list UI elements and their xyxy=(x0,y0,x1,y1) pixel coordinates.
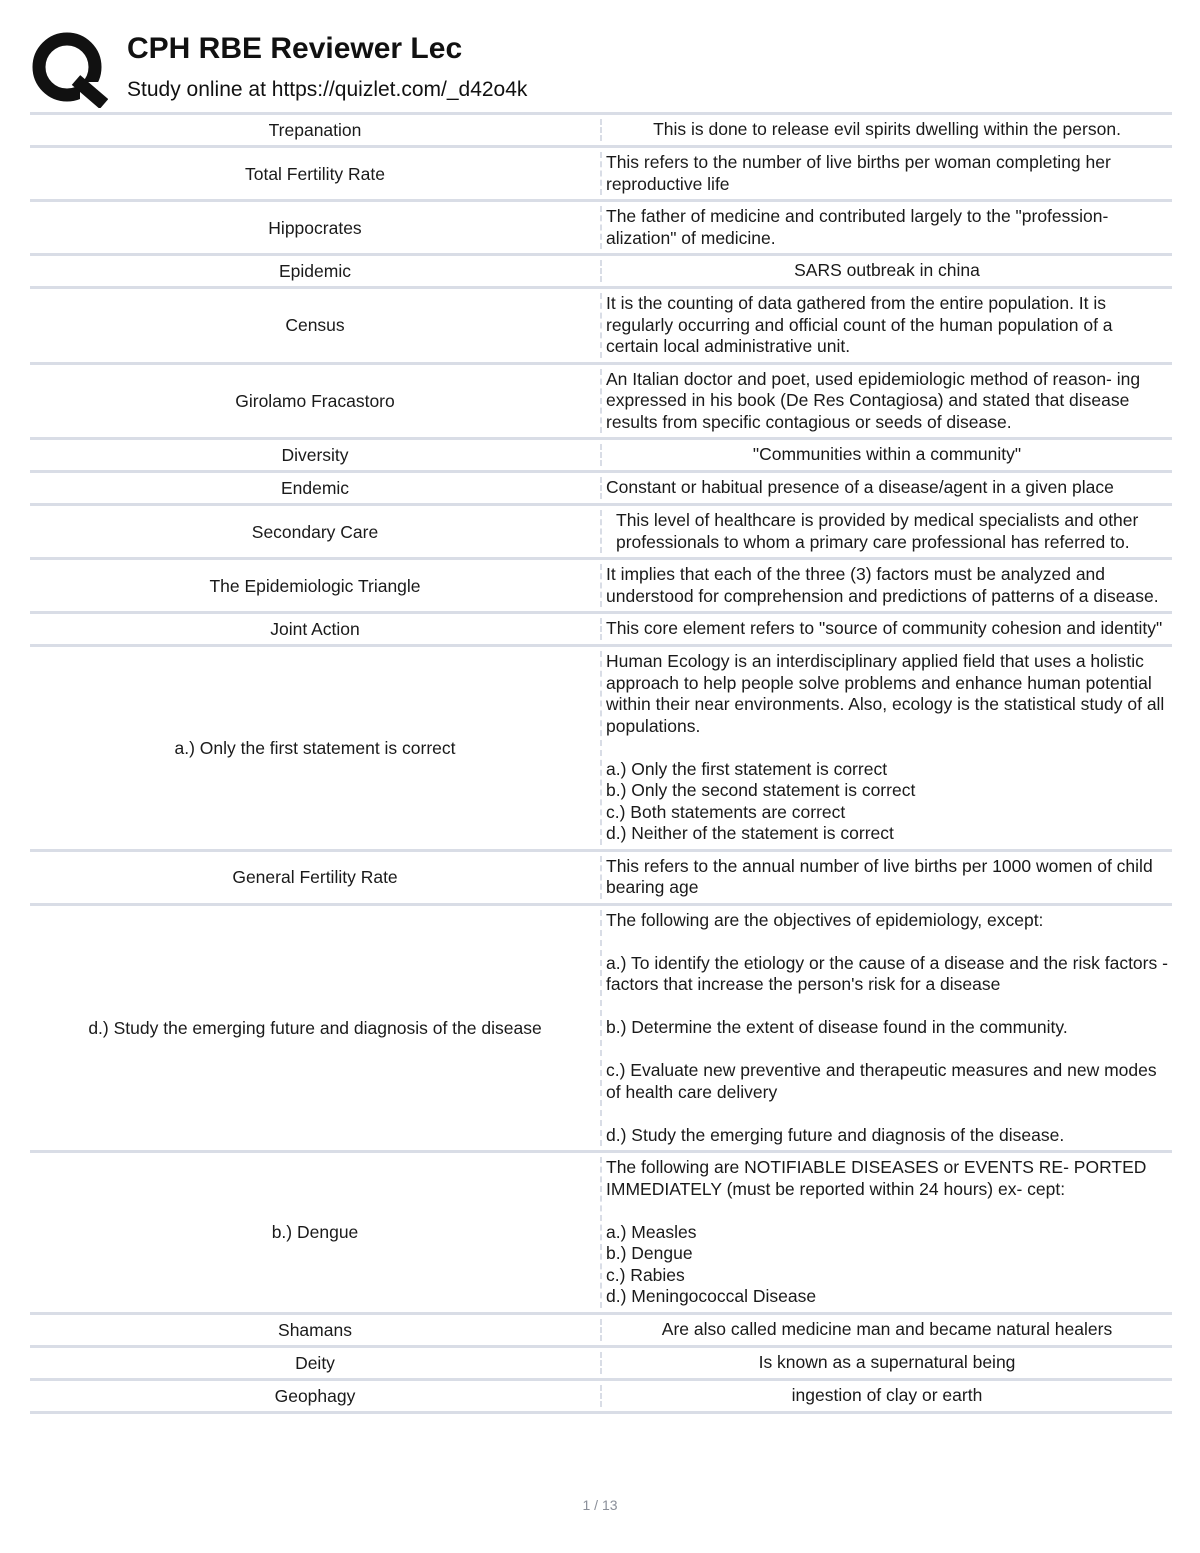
page-title: CPH RBE Reviewer Lec xyxy=(127,32,463,65)
card-term: Hippocrates xyxy=(268,217,362,238)
card-definition xyxy=(602,647,1172,849)
page-header xyxy=(30,30,1180,110)
table-row xyxy=(30,148,1172,202)
card-definition xyxy=(602,1315,1172,1345)
definition-line: d.) Neither of the statement is correct xyxy=(606,823,894,843)
card-term: Shamans xyxy=(278,1319,352,1340)
card-term: Trepanation xyxy=(268,120,362,140)
definition-spacer xyxy=(606,1103,1168,1125)
table-row xyxy=(30,560,1172,614)
card-definition xyxy=(602,365,1172,438)
definition-line: Human Ecology is an interdisciplinary applied field that uses a holistic approach to help people solve problems and enhance human potential within their near environments. Also, ecology is the statistical study of all populations. xyxy=(606,651,1165,736)
definition-spacer xyxy=(606,1039,1168,1061)
table-row xyxy=(30,1153,1172,1315)
card-definition xyxy=(602,202,1172,253)
card-term: The Epidemiologic Triangle xyxy=(209,575,421,596)
card-term: Deity xyxy=(295,1352,335,1373)
definition-line: Constant or habitual presence of a disease/agent in a given place xyxy=(606,477,1114,498)
card-definition xyxy=(602,256,1172,286)
card-definition xyxy=(602,906,1172,1151)
card-definition xyxy=(602,560,1172,611)
definition-line: d.) Meningococcal Disease xyxy=(606,1286,817,1306)
card-definition xyxy=(602,1348,1172,1378)
table-row xyxy=(30,506,1172,560)
card-definition xyxy=(602,473,1172,503)
definition-spacer xyxy=(606,996,1168,1018)
definition-line: c.) Rabies xyxy=(606,1264,685,1285)
card-definition xyxy=(602,440,1172,470)
definition-spacer xyxy=(606,931,1168,953)
definition-spacer xyxy=(606,737,1168,759)
card-definition xyxy=(602,852,1172,903)
card-term: Geophagy xyxy=(274,1385,356,1406)
card-definition xyxy=(602,115,1172,145)
card-definition xyxy=(602,1153,1172,1312)
card-term: Joint Action xyxy=(270,619,360,639)
definition-line: Are also called medicine man and became natural healers xyxy=(661,1318,1113,1339)
definition-line: b.) Dengue xyxy=(606,1243,693,1263)
table-row xyxy=(30,1315,1172,1348)
definition-line: ingestion of clay or earth xyxy=(791,1384,983,1405)
definition-line: This refers to the number of live births per woman completing her reproductive life xyxy=(606,152,1111,194)
definition-line: This core element refers to "source of community cohesion and identity" xyxy=(606,618,1163,639)
table-row xyxy=(30,473,1172,506)
definition-line: An Italian doctor and poet, used epidemiologic method of reason- ing expressed in his book (De Res Contagiosa) and stated that disease results from specific contagious or seeds of disease. xyxy=(606,368,1141,432)
card-term: b.) Dengue xyxy=(271,1222,359,1243)
definition-line: The following are the objectives of epidemiology, except: xyxy=(606,909,1044,930)
card-term: Secondary Care xyxy=(251,521,379,542)
flashcard-table xyxy=(30,112,1172,1414)
table-row xyxy=(30,1381,1172,1414)
card-definition xyxy=(602,289,1172,362)
definition-line: b.) Determine the extent of disease found in the community. xyxy=(606,1017,1068,1037)
card-definition xyxy=(602,148,1172,199)
definition-spacer xyxy=(606,1200,1168,1222)
table-row xyxy=(30,647,1172,852)
definition-line: "Communities within a community" xyxy=(752,444,1022,465)
definition-line: Is known as a supernatural being xyxy=(758,1351,1016,1372)
table-row xyxy=(30,906,1172,1154)
definition-line: a.) Only the first statement is correct xyxy=(606,758,888,779)
definition-line: a.) Measles xyxy=(606,1221,697,1242)
definition-line: d.) Study the emerging future and diagnosis of the disease. xyxy=(606,1124,1065,1145)
card-definition xyxy=(602,506,1172,557)
definition-line: The father of medicine and contributed largely to the "profession- alization" of medicine. xyxy=(606,206,1109,248)
definition-line: c.) Both statements are correct xyxy=(606,801,846,822)
card-term: General Fertility Rate xyxy=(232,867,398,887)
card-definition xyxy=(602,1381,1172,1411)
definition-line: It is the counting of data gathered from the entire population. It is regularly occurring and official count of the human population of a certain local administrative unit. xyxy=(606,293,1113,356)
table-row xyxy=(30,112,1172,148)
table-row xyxy=(30,365,1172,441)
definition-line: This refers to the annual number of live births per 1000 women of child bearing age xyxy=(606,855,1153,897)
table-row xyxy=(30,289,1172,365)
definition-line: SARS outbreak in china xyxy=(794,260,980,281)
table-row xyxy=(30,614,1172,647)
definition-line: This level of healthcare is provided by medical specialists and other professionals to whom a primary care professional has referred to. xyxy=(616,510,1139,552)
card-term: Diversity xyxy=(281,445,349,465)
page-indicator: 1 / 13 xyxy=(582,1497,618,1513)
quizlet-q-logo-icon xyxy=(30,30,108,108)
card-term: Girolamo Fracastoro xyxy=(235,390,395,411)
definition-line: c.) Evaluate new preventive and therapeutic measures and new modes of health care delivery xyxy=(606,1060,1157,1102)
card-term: Census xyxy=(285,315,345,336)
table-row xyxy=(30,440,1172,473)
study-online-link[interactable]: Study online at https://quizlet.com/_d42o4k xyxy=(127,78,528,101)
table-row xyxy=(30,256,1172,289)
table-row xyxy=(30,202,1172,256)
card-term: Epidemic xyxy=(279,261,351,281)
card-definition xyxy=(602,614,1172,644)
card-term: Endemic xyxy=(280,478,350,498)
definition-line: b.) Only the second statement is correct xyxy=(606,780,916,800)
definition-line: This is done to release evil spirits dwelling within the person. xyxy=(653,119,1121,140)
card-term: Total Fertility Rate xyxy=(244,163,386,184)
table-row xyxy=(30,852,1172,906)
definition-line: It implies that each of the three (3) factors must be analyzed and understood for comprehension and predictions of patterns of a disease. xyxy=(606,564,1159,606)
card-term: a.) Only the first statement is correct xyxy=(174,737,456,758)
definition-line: The following are NOTIFIABLE DISEASES or EVENTS RE- PORTED IMMEDIATELY (must be reported within 24 hours) ex- cept: xyxy=(606,1157,1147,1199)
card-term: d.) Study the emerging future and diagnosis of the disease xyxy=(88,1017,542,1038)
definition-line: a.) To identify the etiology or the cause of a disease and the risk factors - factors that increase the person's risk for a disease xyxy=(606,952,1168,994)
table-row xyxy=(30,1348,1172,1381)
